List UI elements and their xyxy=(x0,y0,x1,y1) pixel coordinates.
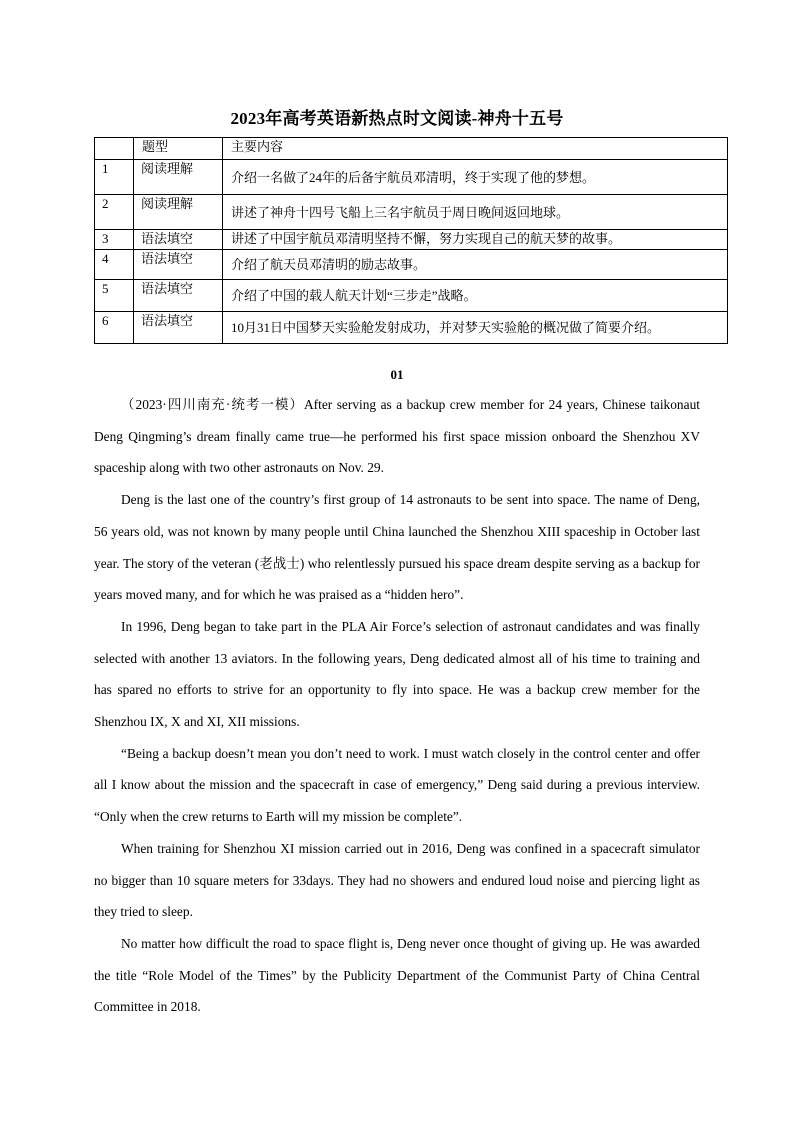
table-row xyxy=(95,280,728,312)
row-type: 阅读理解 xyxy=(134,160,223,195)
row-type: 语法填空 xyxy=(134,280,223,312)
row-number: 3 xyxy=(95,230,134,250)
paragraph: No matter how difficult the road to space flight is, Deng never once thought of giving up. He was awarded the title “Role Model of the Times” by the Publicity Department of the Communist Party of China Central Committee in 2018. xyxy=(94,935,700,1015)
paragraph: Deng is the last one of the country’s first group of 14 astronauts to be sent into space. The name of Deng, 56 years old, was not known by many people until China launched the Shenzhou XIII spaceship in October last year. The story of the veteran (老战士) who relentlessly pursued his space dream despite serving as a backup for years moved many, and for which he was praised as a “hidden hero”. xyxy=(94,492,700,603)
table-row xyxy=(95,195,728,230)
row-content: 介绍一名做了24年的后备宇航员邓清明，终于实现了他的梦想。 xyxy=(223,160,728,195)
row-type: 语法填空 xyxy=(134,250,223,280)
paragraph: “Being a backup doesn’t mean you don’t need to work. I must watch closely in the control center and offer all I know about the mission and the spacecraft in case of emergency,” Deng said during a previous interview. “Only when the crew returns to Earth will my mission be complete”. xyxy=(94,745,700,825)
row-content: 讲述了神舟十四号飞船上三名宇航员于周日晚间返回地球。 xyxy=(223,195,728,230)
row-number: 2 xyxy=(95,195,134,230)
table-row xyxy=(95,230,728,250)
row-number: 6 xyxy=(95,312,134,344)
article-body xyxy=(94,389,700,1023)
table-header-content: 主要内容 xyxy=(223,138,728,160)
row-content: 10月31日中国梦天实验舱发射成功，并对梦天实验舱的概况做了简要介绍。 xyxy=(223,312,728,344)
paragraph: When training for Shenzhou XI mission carried out in 2016, Deng was confined in a spacecraft simulator no bigger than 10 square meters for 33days. They had no showers and endured loud noise and piercing light as they tried to sleep. xyxy=(94,840,700,920)
row-number: 4 xyxy=(95,250,134,280)
table-header-row xyxy=(95,138,728,160)
row-number: 1 xyxy=(95,160,134,195)
row-content: 讲述了中国宇航员邓清明坚持不懈，努力实现自己的航天梦的故事。 xyxy=(223,230,728,250)
table-header-type: 题型 xyxy=(134,138,223,160)
table-row xyxy=(95,160,728,195)
row-content: 介绍了航天员邓清明的励志故事。 xyxy=(223,250,728,280)
paragraph: In 1996, Deng began to take part in the PLA Air Force’s selection of astronaut candidates and was finally selected with another 13 aviators. In the following years, Deng dedicated almost all of his time to training and has spared no efforts to strive for an opportunity to fly into space. He was a backup crew member for the Shenzhou IX, X and XI, XII missions. xyxy=(94,618,700,730)
row-content: 介绍了中国的载人航天计划“三步走”战略。 xyxy=(223,280,728,312)
table-row xyxy=(95,312,728,344)
summary-table xyxy=(94,137,728,344)
row-type: 语法填空 xyxy=(134,230,223,250)
table-header-number xyxy=(95,138,134,160)
document-title: 2023年高考英语新热点时文阅读-神舟十五号 xyxy=(230,109,564,128)
paragraph: （2023·四川南充·统考一模）After serving as a backup crew member for 24 years, Chinese taikonaut Deng Qingming’s dream finally came true—he performed his first space mission onboard the Shenzhou XV spaceship along with two other astronauts on Nov. 29. xyxy=(94,397,700,476)
section-number: 01 xyxy=(390,367,404,382)
row-type: 语法填空 xyxy=(134,312,223,344)
row-number: 5 xyxy=(95,280,134,312)
table-row xyxy=(95,250,728,280)
row-type: 阅读理解 xyxy=(134,195,223,230)
